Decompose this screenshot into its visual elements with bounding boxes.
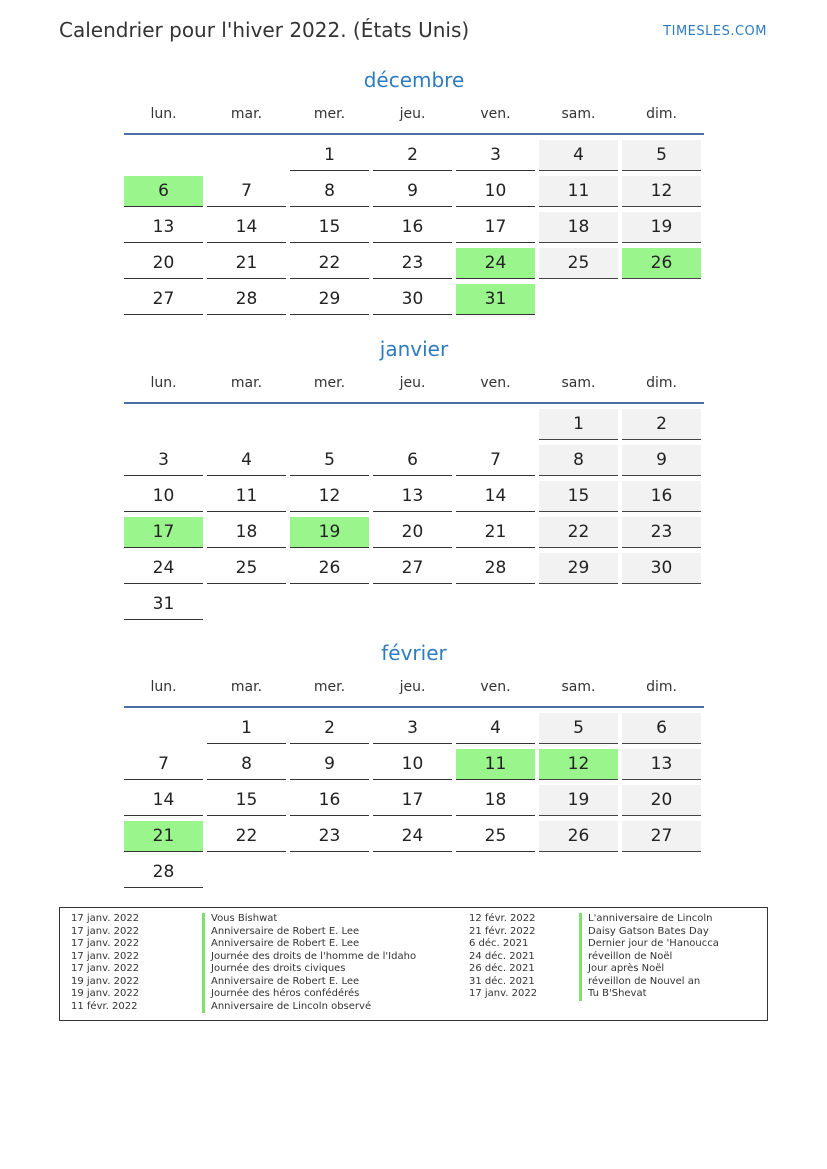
day-cell: 1: [539, 409, 618, 440]
day-cell: 21: [207, 248, 286, 279]
day-cell: 8: [539, 445, 618, 476]
day-cell: 15: [539, 481, 618, 512]
weekday-label: lun.: [150, 106, 177, 122]
day-cell: 23: [622, 517, 701, 548]
holiday-name: Anniversaire de Robert E. Lee: [202, 976, 359, 989]
week-row: [124, 553, 704, 584]
week-row: [124, 248, 704, 279]
month-calendar: [124, 337, 704, 625]
day-cell: 30: [373, 284, 452, 315]
week-row: [124, 517, 704, 548]
weekday-label: sam.: [561, 375, 596, 391]
month-calendar: [124, 641, 704, 893]
weekday-label: mer.: [313, 679, 346, 695]
day-cell: 10: [373, 749, 452, 780]
weekday-label: jeu.: [399, 106, 426, 122]
week-row: [124, 481, 704, 512]
day-cell: 2: [290, 713, 369, 744]
day-cell: 7: [124, 749, 203, 780]
holiday-date: 11 févr. 2022: [71, 1000, 138, 1012]
empty-day-cell: [124, 713, 203, 743]
day-cell: 10: [456, 176, 535, 207]
day-cell: 7: [456, 445, 535, 476]
week-row: [124, 589, 704, 620]
weekday-label: lun.: [150, 679, 177, 695]
holiday-name: réveillon de Noël: [579, 951, 672, 964]
empty-day-cell: [290, 589, 369, 619]
week-row: [124, 176, 704, 207]
day-cell: 23: [373, 248, 452, 279]
day-cell: 3: [373, 713, 452, 744]
day-cell: 19: [290, 517, 369, 548]
weekday-label: sam.: [561, 106, 596, 122]
day-cell: 29: [290, 284, 369, 315]
day-cell: 27: [124, 284, 203, 315]
holiday-date: 21 févr. 2022: [469, 925, 536, 937]
holiday-date: 17 janv. 2022: [71, 913, 140, 924]
day-cell: 22: [539, 517, 618, 548]
empty-day-cell: [290, 857, 369, 887]
day-cell: 5: [622, 140, 701, 171]
week-row: [124, 409, 704, 440]
day-cell: 16: [622, 481, 701, 512]
weekday-label: lun.: [150, 375, 177, 391]
weekday-header: [124, 367, 704, 404]
day-cell: 19: [622, 212, 701, 243]
weekday-header: [124, 671, 704, 708]
day-cell: 28: [207, 284, 286, 315]
weekday-label: dim.: [646, 106, 677, 122]
weekday-label: dim.: [646, 679, 677, 695]
empty-day-cell: [456, 409, 535, 439]
holiday-name: Daisy Gatson Bates Day: [579, 926, 709, 939]
empty-day-cell: [207, 589, 286, 619]
day-cell: 27: [622, 821, 701, 852]
day-cell: 1: [207, 713, 286, 744]
holiday-date: 17 janv. 2022: [71, 963, 140, 974]
holiday-date: 17 janv. 2022: [71, 938, 140, 949]
day-cell: 14: [207, 212, 286, 243]
empty-day-cell: [207, 857, 286, 887]
holiday-name: Vous Bishwat: [202, 913, 277, 926]
day-cell: 24: [373, 821, 452, 852]
day-cell: 1: [290, 140, 369, 171]
day-cell: 31: [124, 589, 203, 620]
empty-day-cell: [622, 284, 701, 314]
empty-day-cell: [456, 857, 535, 887]
day-cell: 7: [207, 176, 286, 207]
day-cell: 20: [622, 785, 701, 816]
holiday-name: Journée des héros confédérés: [202, 988, 359, 1001]
weekday-label: ven.: [480, 106, 511, 122]
day-cell: 13: [373, 481, 452, 512]
month-title: décembre: [363, 68, 465, 92]
holiday-date: 26 déc. 2021: [469, 963, 535, 974]
empty-day-cell: [539, 284, 618, 314]
empty-day-cell: [207, 140, 286, 170]
day-cell: 25: [207, 553, 286, 584]
day-cell: 5: [539, 713, 618, 744]
day-cell: 18: [207, 517, 286, 548]
day-cell: 17: [373, 785, 452, 816]
day-cell: 2: [622, 409, 701, 440]
day-cell: 15: [207, 785, 286, 816]
empty-day-cell: [373, 409, 452, 439]
holiday-date: 17 janv. 2022: [71, 950, 140, 962]
day-cell: 14: [456, 481, 535, 512]
day-cell: 21: [456, 517, 535, 548]
week-row: [124, 284, 704, 315]
day-cell: 9: [290, 749, 369, 780]
empty-day-cell: [622, 589, 701, 619]
holiday-date: 31 déc. 2021: [469, 975, 535, 987]
month-title: février: [381, 641, 447, 665]
day-cell: 25: [456, 821, 535, 852]
day-cell: 22: [207, 821, 286, 852]
page-title: Calendrier pour l'hiver 2022. (États Unis): [59, 18, 470, 42]
day-cell: 9: [622, 445, 701, 476]
holiday-date: 12 févr. 2022: [469, 913, 536, 924]
day-cell: 12: [622, 176, 701, 207]
day-cell: 22: [290, 248, 369, 279]
day-cell: 17: [124, 517, 203, 548]
week-row: [124, 140, 704, 171]
day-cell: 17: [456, 212, 535, 243]
empty-day-cell: [539, 857, 618, 887]
holiday-date: 17 janv. 2022: [469, 988, 538, 999]
holiday-name: Journée des droits civiques: [202, 963, 346, 976]
week-row: [124, 821, 704, 852]
weekday-label: mar.: [230, 106, 263, 122]
day-cell: 24: [456, 248, 535, 279]
day-cell: 30: [622, 553, 701, 584]
holiday-name: Anniversaire de Robert E. Lee: [202, 926, 359, 939]
empty-day-cell: [539, 589, 618, 619]
day-cell: 19: [539, 785, 618, 816]
empty-day-cell: [373, 857, 452, 887]
day-cell: 3: [124, 445, 203, 476]
day-cell: 11: [539, 176, 618, 207]
empty-day-cell: [456, 589, 535, 619]
day-cell: 14: [124, 785, 203, 816]
empty-day-cell: [124, 140, 203, 170]
weekday-label: ven.: [480, 375, 511, 391]
day-cell: 13: [622, 749, 701, 780]
holiday-name: réveillon de Nouvel an: [579, 976, 700, 989]
day-cell: 2: [373, 140, 452, 171]
holiday-date: 17 janv. 2022: [71, 925, 140, 937]
week-row: [124, 212, 704, 243]
weekday-label: jeu.: [399, 375, 426, 391]
day-cell: 8: [207, 749, 286, 780]
day-cell: 16: [373, 212, 452, 243]
holiday-date: 19 janv. 2022: [71, 975, 140, 987]
day-cell: 15: [290, 212, 369, 243]
day-cell: 23: [290, 821, 369, 852]
week-row: [124, 749, 704, 780]
holiday-name: L'anniversaire de Lincoln: [579, 913, 713, 926]
day-cell: 27: [373, 553, 452, 584]
day-cell: 4: [207, 445, 286, 476]
weekday-label: ven.: [480, 679, 511, 695]
empty-day-cell: [290, 409, 369, 439]
day-cell: 6: [124, 176, 203, 207]
week-row: [124, 713, 704, 744]
day-cell: 29: [539, 553, 618, 584]
day-cell: 3: [456, 140, 535, 171]
day-cell: 6: [622, 713, 701, 744]
day-cell: 24: [124, 553, 203, 584]
week-row: [124, 857, 704, 888]
weekday-label: mar.: [230, 375, 263, 391]
day-cell: 10: [124, 481, 203, 512]
day-cell: 12: [539, 749, 618, 780]
day-cell: 16: [290, 785, 369, 816]
week-row: [124, 785, 704, 816]
brand-logo-link[interactable]: TIMESLES.COM: [663, 24, 767, 39]
day-cell: 11: [207, 481, 286, 512]
day-cell: 28: [124, 857, 203, 888]
day-cell: 13: [124, 212, 203, 243]
empty-day-cell: [124, 409, 203, 439]
holiday-name: Dernier jour de 'Hanoucca: [579, 938, 719, 951]
day-cell: 8: [290, 176, 369, 207]
day-cell: 4: [539, 140, 618, 171]
holiday-legend: [59, 907, 768, 1021]
day-cell: 5: [290, 445, 369, 476]
holiday-name: Jour après Noël: [579, 963, 664, 976]
month-title: janvier: [379, 337, 449, 361]
holiday-name: Tu B'Shevat: [579, 988, 647, 1001]
day-cell: 25: [539, 248, 618, 279]
holiday-name: Journée des droits de l'homme de l'Idaho: [202, 951, 416, 964]
empty-day-cell: [373, 589, 452, 619]
empty-day-cell: [622, 857, 701, 887]
weekday-label: jeu.: [399, 679, 426, 695]
weekday-label: dim.: [646, 375, 677, 391]
holiday-name: Anniversaire de Lincoln observé: [202, 1001, 371, 1014]
month-calendar: [124, 68, 704, 320]
day-cell: 20: [373, 517, 452, 548]
day-cell: 9: [373, 176, 452, 207]
weekday-label: mer.: [313, 375, 346, 391]
day-cell: 6: [373, 445, 452, 476]
day-cell: 21: [124, 821, 203, 852]
day-cell: 4: [456, 713, 535, 744]
day-cell: 12: [290, 481, 369, 512]
day-cell: 28: [456, 553, 535, 584]
day-cell: 11: [456, 749, 535, 780]
weekday-header: [124, 98, 704, 135]
weekday-label: mer.: [313, 106, 346, 122]
day-cell: 26: [290, 553, 369, 584]
holiday-name: Anniversaire de Robert E. Lee: [202, 938, 359, 951]
empty-day-cell: [207, 409, 286, 439]
day-cell: 18: [539, 212, 618, 243]
day-cell: 26: [622, 248, 701, 279]
day-cell: 31: [456, 284, 535, 315]
week-row: [124, 445, 704, 476]
day-cell: 18: [456, 785, 535, 816]
day-cell: 26: [539, 821, 618, 852]
holiday-date: 19 janv. 2022: [71, 988, 140, 999]
day-cell: 20: [124, 248, 203, 279]
holiday-date: 24 déc. 2021: [469, 950, 535, 962]
holiday-date: 6 déc. 2021: [469, 938, 529, 949]
weekday-label: mar.: [230, 679, 263, 695]
weekday-label: sam.: [561, 679, 596, 695]
